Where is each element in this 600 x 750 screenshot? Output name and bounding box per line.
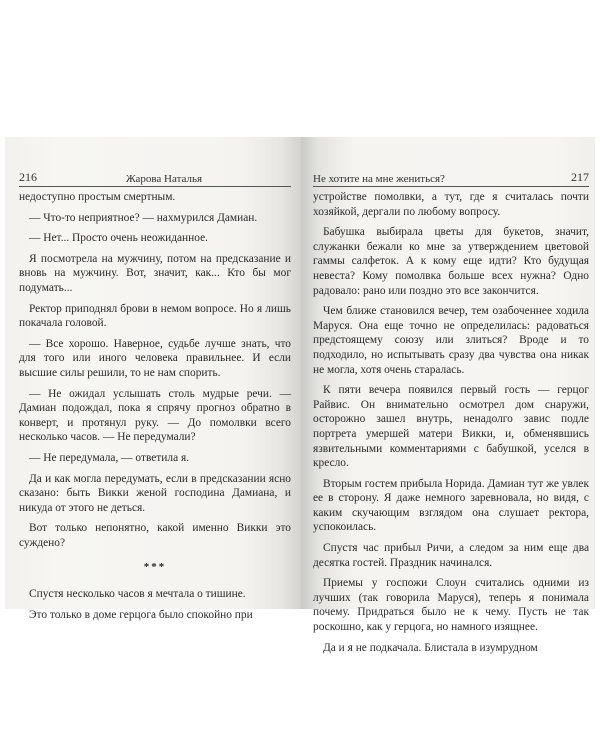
left-page	[5, 137, 301, 621]
paragraph: — Не передумала, — ответила я.	[29, 451, 190, 464]
paragraph: Приемы у госпожи Слоун считались одними из лучших (так говорила Маруся), теперь я понимала почему. Придраться было не к чему. Пусть не так роскошно, как у герцога, но намного изящнее.	[313, 577, 589, 634]
right-page	[301, 137, 595, 654]
paragraph: Вторым гостем прибыла Норида. Дамиан тут же увлек ее в сторону. Я даже немного заревновала, но видя, с каким скучающим взглядом она слушает ректора, успокоилась.	[313, 477, 589, 534]
section-separator: ***	[143, 561, 167, 574]
paragraph: Чем ближе становился вечер, тем озабоченнее ходила Маруся. Она еще точно не определилась: радоваться предстоящему союзу или злиться? Вроде и то подходило, но испытывать сразу два чувства она никак не могла, хотя очень старалась.	[313, 305, 589, 376]
left-running-head: Жарова Наталья	[125, 173, 203, 185]
paragraph: Спустя час прибыл Ричи, а следом за ним еще два десятка гостей. Праздник начинался.	[313, 542, 589, 569]
right-page-number: 217	[571, 170, 589, 184]
paragraph: — Не ожидал услышать столь мудрые речи. — Дамиан подождал, пока я спрячу прогноз обратно в конверт, и протянул руку. — До помолвки всего несколько часов. — Не передумали?	[19, 387, 291, 444]
paragraph: — Нет... Просто очень неожиданное.	[29, 232, 208, 245]
book-spread	[5, 137, 595, 654]
paragraph: К пяти вечера появился первый гость — герцог Райвис. Он внимательно осмотрел дом снаружи, осторожно зашел внутрь, ненадолго завис подле портрета умершей матери Викки, и, обменявшись язвительными комментариями с бабушкой, уселся в кресло.	[313, 384, 589, 470]
right-page-text	[313, 190, 589, 661]
left-page-header	[19, 169, 291, 187]
paragraph: Это только в доме герцога было спокойно при	[29, 608, 253, 621]
right-running-head: Не хотите на мне жениться?	[313, 173, 445, 185]
paragraph: Вот только непонятно, какой именно Викки это суждено?	[19, 522, 291, 549]
paragraph: Я посмотрела на мужчину, потом на предсказание и вновь на мужчину. Вот, значит, как... Кто бы мог подумать...	[19, 252, 291, 294]
paragraph: Да и я не подкачала. Блистала в изумрудном	[323, 641, 538, 654]
right-page-header	[313, 169, 589, 187]
left-page-text	[19, 190, 291, 628]
paragraph: недоступно простым смертным.	[19, 191, 176, 203]
paragraph: Спустя несколько часов я мечтала о тишине.	[29, 588, 246, 601]
paragraph: Ректор приподнял брови в немом вопросе. Но я лишь покачала головой.	[19, 302, 291, 330]
paragraph: Да и как могла передумать, если в предсказании ясно сказано: быть Викки женой господина Дамиана, и никуда от этого не деться.	[19, 472, 291, 514]
paragraph: — Что-то неприятное? — нахмурился Дамиан.	[29, 211, 258, 224]
left-page-number: 216	[19, 170, 37, 184]
paragraph: устройстве помолвки, а тут, где я считалась почти хозяйкой, дергали по любому вопросу.	[313, 191, 589, 218]
paragraph: — Все хорошо. Наверное, судьбе лучше знать, что для того или иного человека правильнее. И если высшие силы решили, то не нам спорить.	[19, 337, 291, 379]
paragraph: Бабушка выбирала цветы для букетов, значит, служанки бежали ко мне за утверждением цветовой гаммы салфеток. А к кому еще идти? Кто будущая невеста? Кому помолвка больше всех нужна? Одно радовало: рано или поздно это все закончится.	[313, 226, 589, 297]
